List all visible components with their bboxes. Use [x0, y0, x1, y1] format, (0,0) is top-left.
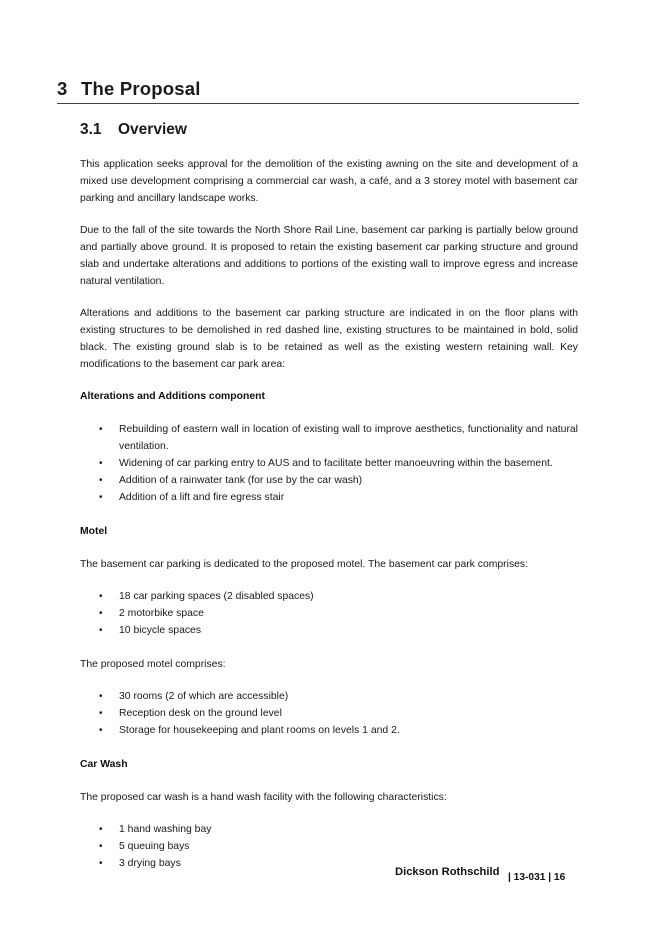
list-item: • 5 queuing bays: [80, 838, 578, 855]
list-item: • 10 bicycle spaces: [80, 622, 578, 639]
bullet-icon: •: [99, 424, 103, 435]
list-item: • 3 drying bays: [80, 855, 578, 872]
motel-parking-intro: The basement car parking is dedicated to the proposed motel. The basement car park comprises:: [80, 559, 528, 570]
motel-list: [80, 688, 578, 739]
bullet-icon: •: [99, 858, 103, 869]
alterations-list: [80, 421, 578, 506]
page-reference: | 13-031 | 16: [508, 872, 566, 883]
bullet-icon: •: [99, 625, 103, 636]
carwash-list: [80, 821, 578, 872]
paragraph-site-fall: Due to the fall of the site towards the North Shore Rail Line, basement car parking is partially below ground and partially above ground. It is proposed to retain the existing basement car parking structure and ground slab and undertake alterations and additions to portions of the existing wall to improve egress and increase natural ventilation.: [80, 225, 578, 287]
paragraph-alterations: Alterations and additions to the basement car parking structure are indicated in on the floor plans with existing structures to be demolished in red dashed line, existing structures to be maintained in bold, solid black. The existing ground slab is to be retained as well as the existing western retaining wall. Key modifications to the basement car park area:: [80, 308, 578, 370]
motel-heading: Motel: [80, 526, 108, 537]
subsection-number: 3.1: [80, 121, 102, 138]
list-item: • Storage for housekeeping and plant rooms on levels 1 and 2.: [80, 722, 578, 739]
bullet-icon: •: [99, 475, 103, 486]
bullet-icon: •: [99, 608, 103, 619]
section-title: The Proposal: [81, 78, 201, 99]
bullet-icon: •: [99, 708, 103, 719]
subsection-title: Overview: [118, 121, 187, 138]
section-number: 3: [57, 78, 68, 99]
list-item: • Addition of a lift and fire egress stair: [80, 489, 578, 506]
list-item: • Rebuilding of eastern wall in location of existing wall to improve aesthetics, functionality and natural ventilation.: [80, 421, 578, 455]
subsection-heading: [80, 121, 187, 139]
section-heading: [57, 78, 579, 104]
page-footer: [395, 866, 595, 886]
bullet-icon: •: [99, 725, 103, 736]
motel-comprises: The proposed motel comprises:: [80, 659, 226, 670]
list-item: • 30 rooms (2 of which are accessible): [80, 688, 578, 705]
body-text: [80, 156, 578, 889]
list-item: • 18 car parking spaces (2 disabled spaces): [80, 588, 578, 605]
list-item: • Widening of car parking entry to AUS and to facilitate better manoeuvring within the basement.: [80, 455, 578, 472]
parking-list: [80, 588, 578, 639]
carwash-intro: The proposed car wash is a hand wash facility with the following characteristics:: [80, 792, 447, 803]
list-item: • Reception desk on the ground level: [80, 705, 578, 722]
bullet-icon: •: [99, 591, 103, 602]
list-item: • 2 motorbike space: [80, 605, 578, 622]
carwash-heading: Car Wash: [80, 759, 128, 770]
bullet-icon: •: [99, 824, 103, 835]
list-item: • 1 hand washing bay: [80, 821, 578, 838]
bullet-icon: •: [99, 691, 103, 702]
alterations-heading: Alterations and Additions component: [80, 391, 265, 402]
bullet-icon: •: [99, 492, 103, 503]
list-item: • Addition of a rainwater tank (for use by the car wash): [80, 472, 578, 489]
paragraph-intro: This application seeks approval for the demolition of the existing awning on the site and development of a mixed use development comprising a commercial car wash, a café, and a 3 storey motel with basement car parking and ancillary landscape works.: [80, 159, 578, 204]
bullet-icon: •: [99, 841, 103, 852]
company-name: Dickson Rothschild: [395, 866, 500, 878]
bullet-icon: •: [99, 458, 103, 469]
